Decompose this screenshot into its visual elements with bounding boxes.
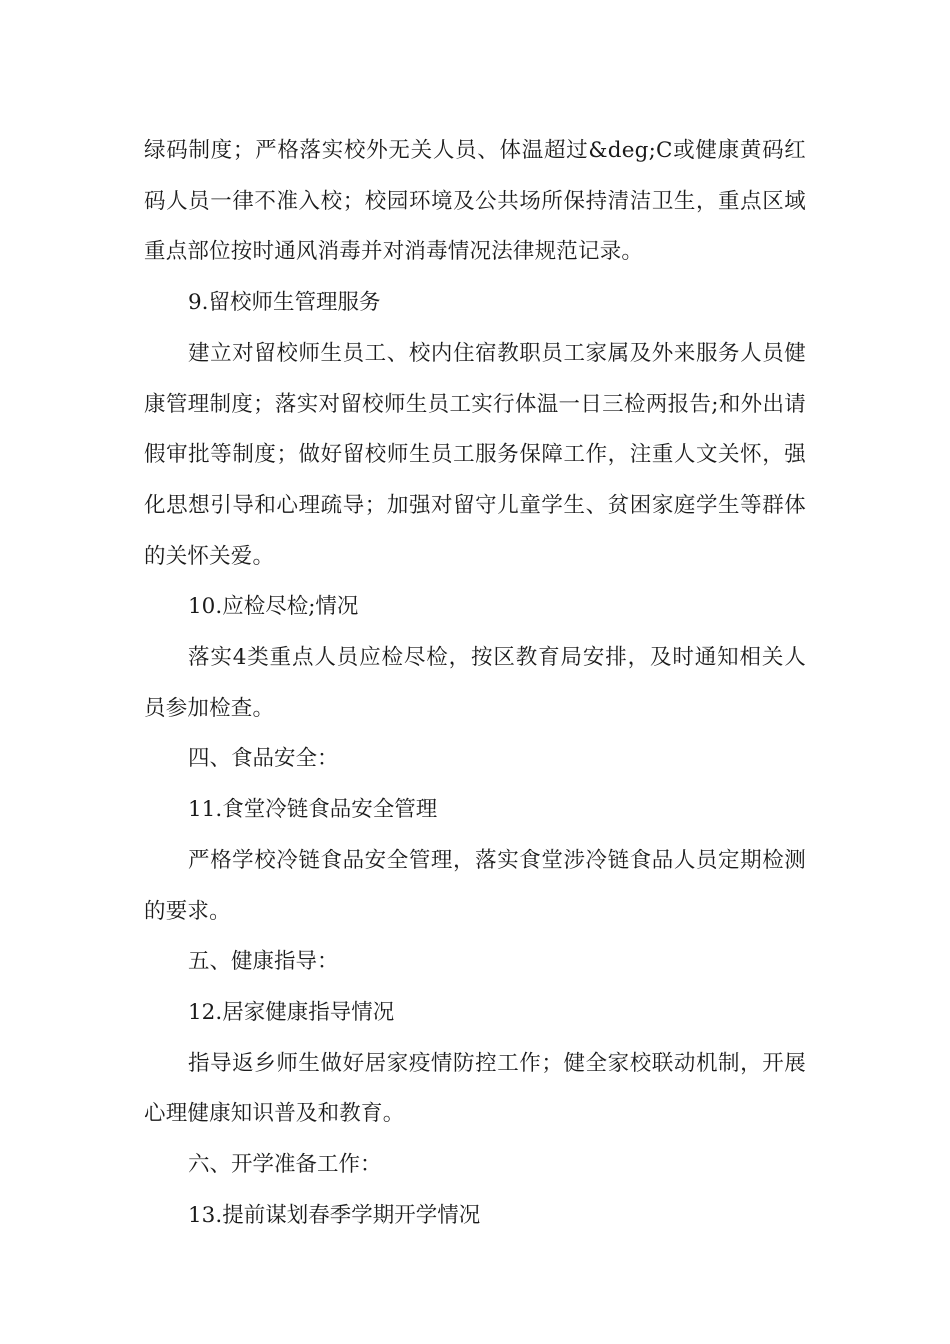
paragraph-cold-chain: 严格学校冷链食品安全管理，落实食堂涉冷链食品人员定期检测的要求。 [144,847,806,924]
section-heading-10: 10.应检尽检;情况 [188,594,359,620]
chapter-heading-food-safety: 四、食品安全： [188,746,339,772]
section-heading-11: 11.食堂冷链食品安全管理 [188,797,438,823]
section-heading-9: 9.留校师生管理服务 [188,290,381,316]
section-heading-13: 13.提前谋划春季学期开学情况 [188,1202,481,1228]
paragraph-home-guidance: 指导返乡师生做好居家疫情防控工作；健全家校联动机制，开展心理健康知识普及和教育。 [144,1050,806,1127]
document-body [144,126,806,1241]
section-heading-12: 12.居家健康指导情况 [188,999,395,1025]
paragraph-on-campus-management: 建立对留校师生员工、校内住宿教职员工家属及外来服务人员健康管理制度；落实对留校师生员工实行体温一日三检两报告;和外出请假审批等制度；做好留校师生员工服务保障工作，注重人文关怀，强化思想引导和心理疏导；加强对留守儿童学生、贫困家庭学生等群体的关怀关爱。 [144,340,806,569]
chapter-heading-health-guidance: 五、健康指导： [188,949,339,975]
paragraph-testing: 落实4类重点人员应检尽检，按区教育局安排，及时通知相关人员参加检查。 [144,645,806,721]
paragraph-green-code: 绿码制度；严格落实校外无关人员、体温超过&deg;C或健康黄码红码人员一律不准入校；校园环境及公共场所保持清洁卫生，重点区域重点部位按时通风消毒并对消毒情况法律规范记录。 [144,138,806,265]
chapter-heading-school-opening: 六、开学准备工作： [188,1152,382,1178]
